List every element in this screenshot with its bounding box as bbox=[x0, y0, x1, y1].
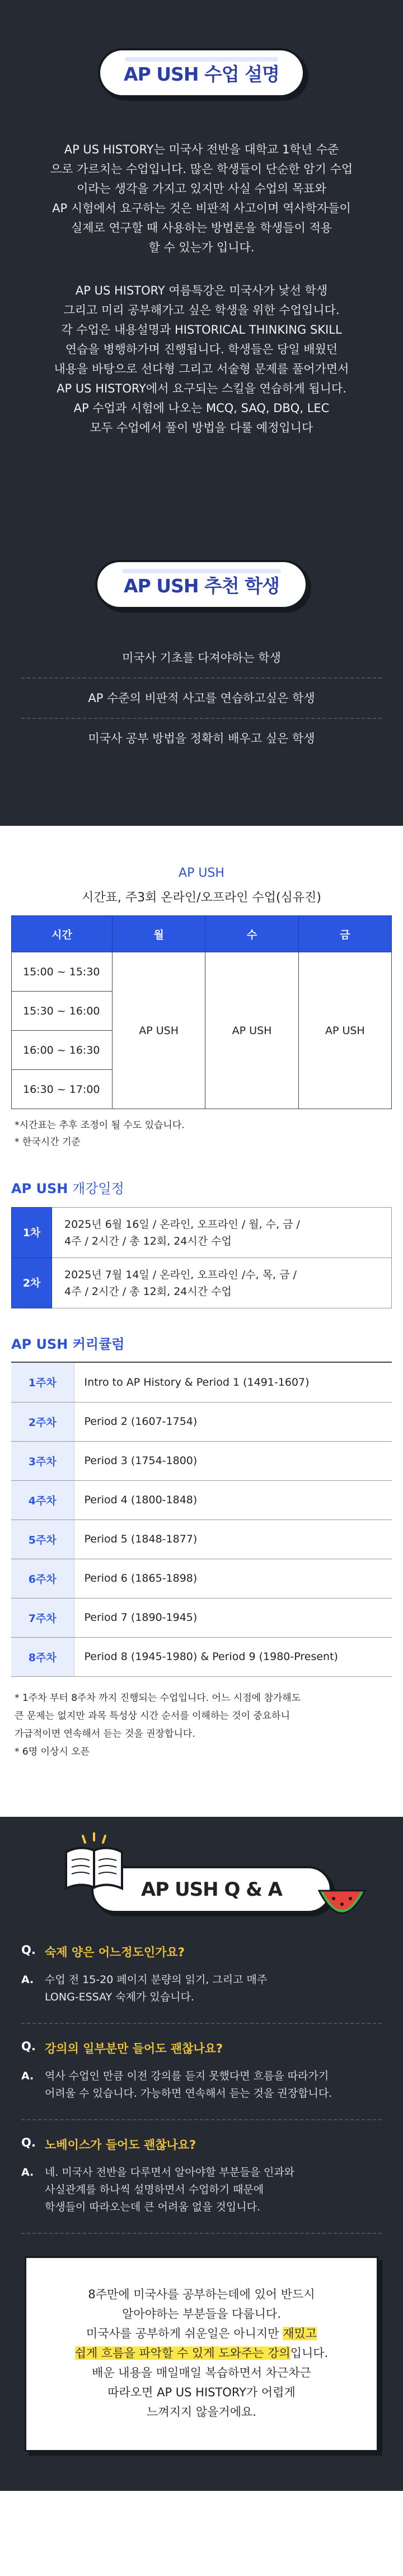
closing-line: 8주만에 미국사를 공부하는데에 있어 반드시 bbox=[88, 2287, 315, 2301]
qa-section bbox=[0, 1817, 403, 2491]
schedule-line: 2025년 7월 14일 / 온라인, 오프라인 /수, 목, 금 / bbox=[64, 1268, 297, 1281]
note-line: 큰 문제는 없지만 과목 특성상 시간 순서를 이해하는 것이 중요하니 bbox=[15, 1710, 290, 1722]
closing-line bbox=[43, 2324, 360, 2344]
intro-title: AP USH 수업 설명 bbox=[98, 48, 305, 97]
schedule-line: 4주 / 2시간 / 총 12회, 24시간 수업 bbox=[64, 1235, 232, 1247]
qa-item bbox=[21, 2024, 382, 2120]
curriculum-topic: Period 7 (1890-1945) bbox=[74, 1598, 392, 1637]
schedule-title-thin: 개강일정 bbox=[68, 1181, 124, 1196]
question-text: 숙제 양은 어느정도인가요? bbox=[45, 1945, 185, 1959]
answer bbox=[21, 2164, 382, 2216]
intro-line: AP 수업과 시험에 나오는 MCQ, SAQ, DBQ, LEC bbox=[73, 401, 330, 415]
highlighted-text: 쉽게 흐름을 파악할 수 있게 도와주는 강의 bbox=[74, 2346, 290, 2360]
curriculum-topic: Period 2 (1607-1754) bbox=[74, 1402, 392, 1441]
answer-mark: A. bbox=[21, 2069, 34, 2082]
curriculum-table bbox=[11, 1363, 392, 1677]
note-line: 가급적이면 연속해서 듣는 것을 권장합니다. bbox=[15, 1728, 195, 1740]
closing-text: 미국사를 공부하게 쉬운일은 아니지만 bbox=[86, 2326, 283, 2340]
curriculum-week: 5주차 bbox=[11, 1520, 74, 1559]
recommend-item: 미국사 기초를 다져야하는 학생 bbox=[122, 651, 281, 665]
answer-line: 사실관계를 하나씩 설명하면서 수업하기 때문에 bbox=[45, 2183, 264, 2196]
curriculum-topic: Period 5 (1848-1877) bbox=[74, 1520, 392, 1559]
intro-line: 실제로 연구할 때 사용하는 방법론을 학생들이 적용 bbox=[71, 221, 332, 235]
curriculum-title: AP USH 커리큘럼 bbox=[11, 1336, 125, 1352]
answer-line: 수업 전 15-20 페이지 분량의 읽기, 그리고 매주 bbox=[45, 1973, 268, 1986]
curriculum-topic: Period 3 (1754-1800) bbox=[74, 1441, 392, 1480]
timetable-time: 15:00 ~ 15:30 bbox=[12, 952, 113, 992]
highlighted-text: 재밌고 bbox=[283, 2326, 317, 2340]
curriculum-week: 7주차 bbox=[11, 1598, 74, 1637]
intro-line: 할 수 있는가 입니다. bbox=[148, 241, 255, 254]
intro-line: 그리고 미리 공부해가고 싶은 학생을 위한 수업입니다. bbox=[63, 303, 340, 317]
schedule-label: 1차 bbox=[12, 1208, 52, 1258]
curriculum-notes bbox=[11, 1689, 392, 1761]
schedule-title-bold: AP USH bbox=[11, 1181, 68, 1196]
intro-line: 으로 가르치는 수업입니다. 많은 학생들이 단순한 암기 수업 bbox=[50, 162, 353, 176]
timetable-subtitle: 시간표, 주3회 온라인/오프라인 수업(심유진) bbox=[82, 891, 321, 905]
note-line: * 1주차 부터 8주차 까지 진행되는 수업입니다. 어느 시점에 참가해도 bbox=[15, 1692, 301, 1704]
recommend-section bbox=[0, 560, 403, 826]
curriculum-week: 1주차 bbox=[11, 1363, 74, 1402]
note-line: *시간표는 추후 조정이 될 수도 있습니다. bbox=[15, 1120, 185, 1131]
timetable-header: 수 bbox=[205, 916, 298, 952]
closing-line: 따라오면 AP US HISTORY가 어렵게 bbox=[107, 2385, 296, 2399]
timetable-title: AP USH bbox=[179, 866, 224, 880]
closing-line: 배운 내용을 매일매일 복습하면서 차근차근 bbox=[92, 2365, 311, 2379]
curriculum-topic: Period 8 (1945-1980) & Period 9 (1980-Present) bbox=[74, 1637, 392, 1676]
intro-line: AP US HISTORY 여름특강은 미국사가 낯선 학생 bbox=[75, 284, 328, 297]
schedule-row bbox=[12, 1258, 392, 1308]
curriculum-week: 3주차 bbox=[11, 1441, 74, 1480]
curriculum-row bbox=[11, 1637, 392, 1676]
curriculum-topic: Period 6 (1865-1898) bbox=[74, 1559, 392, 1598]
timetable bbox=[11, 915, 392, 1109]
answer-line: 어려울 수 있습니다. 가능하면 연속해서 듣는 것을 권장합니다. bbox=[45, 2087, 332, 2100]
answer-text bbox=[45, 2164, 294, 2216]
recommend-item: AP 수준의 비판적 사고를 연습하고싶은 학생 bbox=[88, 691, 315, 705]
answer-line: 역사 수업인 만큼 이전 강의를 듣지 못했다면 흐름을 따라가기 bbox=[45, 2069, 329, 2082]
qa-title: AP USH Q & A bbox=[91, 1866, 332, 1913]
intro-line: 각 수업은 내용설명과 HISTORICAL THINKING SKILL bbox=[61, 323, 342, 336]
question bbox=[21, 2136, 382, 2153]
schedule-text bbox=[52, 1258, 392, 1308]
recommend-item: 미국사 공부 방법을 정확히 배우고 싶은 학생 bbox=[88, 732, 315, 745]
timetable-header: 시간 bbox=[12, 916, 113, 952]
timetable-time: 16:30 ~ 17:00 bbox=[12, 1070, 113, 1109]
answer-mark: A. bbox=[21, 1973, 34, 1986]
curriculum-week: 2주차 bbox=[11, 1402, 74, 1441]
question bbox=[21, 1943, 382, 1960]
schedule-title bbox=[11, 1177, 392, 1197]
answer-line: 네. 미국사 전반을 다루면서 알아야할 부분들을 인과와 bbox=[45, 2166, 295, 2178]
open-book-icon bbox=[60, 1832, 128, 1896]
question-mark: Q. bbox=[21, 2135, 36, 2149]
intro-line: AP US HISTORY는 미국사 전반을 대학교 1학년 수준 bbox=[64, 143, 339, 156]
intro-line: 모두 수업에서 풀이 방법을 다룰 예정입니다 bbox=[90, 421, 313, 434]
schedule-text bbox=[52, 1208, 392, 1258]
question bbox=[21, 2040, 382, 2056]
qa-header bbox=[21, 1866, 382, 1928]
curriculum-row bbox=[11, 1402, 392, 1441]
curriculum-topic: Period 4 (1800-1848) bbox=[74, 1480, 392, 1520]
course-info-section bbox=[0, 866, 403, 1761]
question-text: 강의의 일부분만 들어도 괜찮나요? bbox=[45, 2041, 223, 2055]
intro-paragraph-1 bbox=[0, 140, 403, 258]
curriculum-topic: Intro to AP History & Period 1 (1491-1607) bbox=[74, 1363, 392, 1402]
note-line: * 6명 이상시 오픈 bbox=[15, 1746, 90, 1757]
schedule-line: 4주 / 2시간 / 총 12회, 24시간 수업 bbox=[64, 1285, 232, 1298]
intro-line: 내용을 바탕으로 선다형 그리고 서술형 문제를 풀어가면서 bbox=[54, 362, 349, 376]
curriculum-row bbox=[11, 1559, 392, 1598]
curriculum-week: 4주차 bbox=[11, 1480, 74, 1520]
closing-message-box bbox=[25, 2256, 378, 2452]
intro-line: 연습을 병행하가며 진행됩니다. 학생들은 당일 배웠던 bbox=[65, 343, 338, 356]
answer-line: LONG-ESSAY 숙제가 있습니다. bbox=[45, 1990, 194, 2003]
qa-item bbox=[21, 1928, 382, 2024]
timetable-time: 15:30 ~ 16:00 bbox=[12, 992, 113, 1031]
curriculum-row bbox=[11, 1441, 392, 1480]
answer bbox=[21, 2068, 382, 2102]
timetable-cell: AP USH bbox=[298, 952, 391, 1109]
closing-line: 알아야하는 부분들을 다룹니다. bbox=[122, 2307, 281, 2321]
schedule-label: 2차 bbox=[12, 1258, 52, 1308]
note-line: * 한국시간 기준 bbox=[15, 1137, 81, 1148]
answer-line: 학생들이 따라오는데 큰 어려움 없을 것입니다. bbox=[45, 2200, 260, 2213]
schedule-table bbox=[11, 1207, 392, 1308]
qa-item bbox=[21, 2120, 382, 2234]
timetable-header: 금 bbox=[298, 916, 391, 952]
closing-line: 느껴지지 않을거에요. bbox=[147, 2405, 256, 2419]
answer-mark: A. bbox=[21, 2166, 34, 2178]
timetable-header: 월 bbox=[113, 916, 205, 952]
timetable-notes bbox=[11, 1117, 392, 1151]
timetable-time: 16:00 ~ 16:30 bbox=[12, 1031, 113, 1070]
watermelon-icon bbox=[317, 1885, 367, 1927]
curriculum-week: 8주차 bbox=[11, 1637, 74, 1676]
curriculum-row bbox=[11, 1520, 392, 1559]
question-text: 노베이스가 들어도 괜찮나요? bbox=[45, 2138, 196, 2152]
curriculum-week: 6주차 bbox=[11, 1559, 74, 1598]
question-mark: Q. bbox=[21, 2039, 36, 2053]
timetable-cell: AP USH bbox=[205, 952, 298, 1109]
answer-text bbox=[45, 2068, 332, 2102]
recommend-title: AP USH 추천 학생 bbox=[95, 560, 308, 609]
schedule-row bbox=[12, 1208, 392, 1258]
intro-paragraph-2 bbox=[0, 281, 403, 438]
question-mark: Q. bbox=[21, 1943, 36, 1957]
intro-section bbox=[0, 0, 403, 560]
curriculum-row bbox=[11, 1480, 392, 1520]
curriculum-row bbox=[11, 1363, 392, 1402]
answer-text bbox=[45, 1971, 267, 2006]
schedule-line: 2025년 6월 16일 / 온라인, 오프라인 / 월, 수, 금 / bbox=[64, 1218, 300, 1231]
intro-line: AP 시험에서 요구하는 것은 비판적 사고이며 역사학자들이 bbox=[52, 202, 351, 215]
answer bbox=[21, 1971, 382, 2006]
intro-line: AP US HISTORY에서 요구되는 스킬을 연습하게 됩니다. bbox=[57, 382, 346, 395]
timetable-cell: AP USH bbox=[113, 952, 205, 1109]
closing-line bbox=[43, 2344, 360, 2363]
closing-text: 입니다. bbox=[290, 2346, 329, 2360]
recommend-list bbox=[0, 638, 403, 758]
intro-line: 이라는 생각을 가지고 있지만 사실 수업의 목표와 bbox=[77, 182, 326, 195]
curriculum-row bbox=[11, 1598, 392, 1637]
